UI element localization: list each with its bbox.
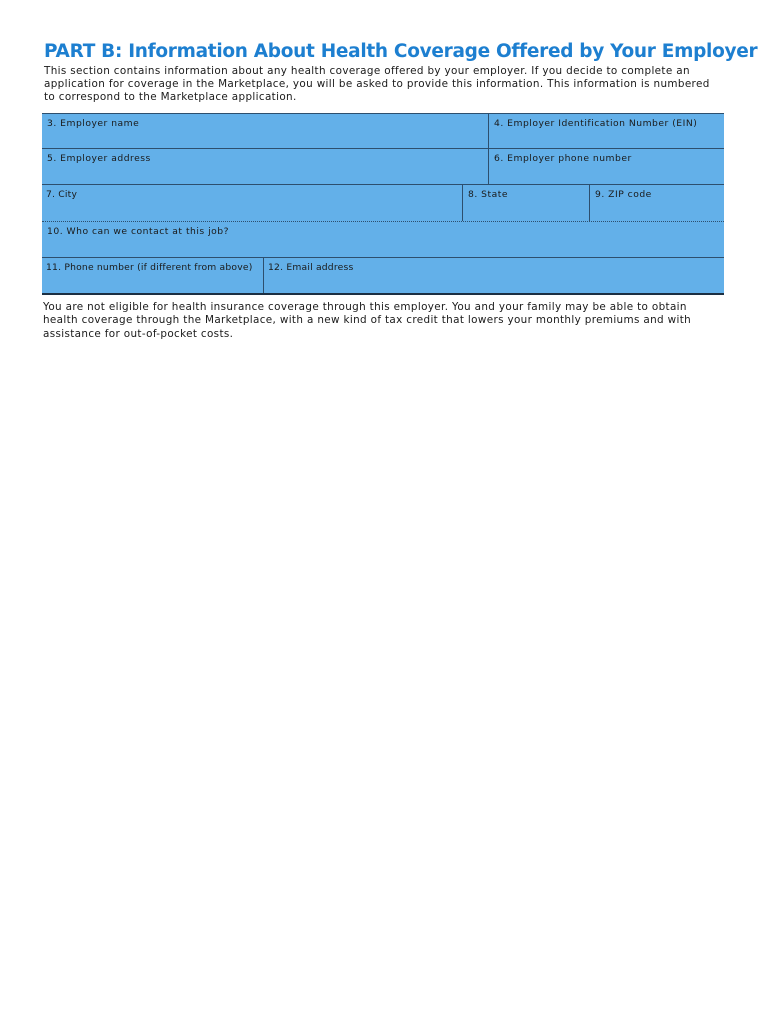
employer-name-field[interactable] bbox=[42, 114, 492, 150]
form-row-address bbox=[42, 149, 724, 185]
form-row-employer bbox=[42, 114, 724, 149]
contact-label: 10. Who can we contact at this job? bbox=[47, 226, 230, 237]
form-row-city bbox=[42, 185, 724, 222]
form-row-phone-email bbox=[42, 258, 724, 293]
employer-address-field[interactable] bbox=[42, 149, 492, 186]
email-label: 12. Email address bbox=[268, 262, 354, 273]
employer-phone-cell bbox=[488, 149, 724, 184]
phone-alt-cell bbox=[42, 258, 263, 293]
phone-alt-field[interactable] bbox=[42, 258, 267, 295]
zip-cell bbox=[589, 185, 724, 221]
employer-phone-label: 6. Employer phone number bbox=[494, 153, 632, 164]
city-label: 7. City bbox=[46, 189, 78, 200]
state-cell bbox=[462, 185, 589, 221]
employer-name-cell bbox=[42, 114, 488, 148]
zip-label: 9. ZIP code bbox=[595, 189, 652, 200]
phone-alt-label: 11. Phone number (if different from above) bbox=[46, 262, 253, 273]
state-label: 8. State bbox=[468, 189, 509, 200]
employer-phone-field[interactable] bbox=[489, 149, 728, 186]
ein-cell bbox=[488, 114, 724, 148]
eligibility-note: You are not eligible for health insurance coverage through this employer. You and your family may be able to obtain health coverage through the Marketplace, with a new kind of tax credit that lowers your monthly premiums and with assistance for out-of-pocket costs. bbox=[43, 301, 692, 340]
employer-name-label: 3. Employer name bbox=[47, 118, 140, 129]
zip-field[interactable] bbox=[590, 185, 728, 223]
page-title: PART B: Information About Health Coverage Offered by Your Employer bbox=[44, 41, 758, 62]
city-field[interactable] bbox=[42, 185, 466, 223]
contact-field[interactable] bbox=[42, 222, 728, 259]
contact-cell bbox=[42, 222, 724, 257]
intro-paragraph: This section contains information about any health coverage offered by your employer. If you decide to complete an application for coverage in the Marketplace, you will be asked to provide this information. This information is numbered to correspond to the Marketplace application. bbox=[44, 65, 710, 104]
state-field[interactable] bbox=[463, 185, 593, 223]
ein-label: 4. Employer Identification Number (EIN) bbox=[494, 118, 698, 129]
form-row-contact bbox=[42, 222, 724, 258]
employer-address-cell bbox=[42, 149, 488, 184]
email-field[interactable] bbox=[264, 258, 728, 295]
employer-info-form bbox=[42, 113, 724, 295]
ein-field[interactable] bbox=[489, 114, 728, 150]
employer-address-label: 5. Employer address bbox=[47, 153, 151, 164]
city-cell bbox=[42, 185, 462, 221]
email-cell bbox=[263, 258, 724, 293]
